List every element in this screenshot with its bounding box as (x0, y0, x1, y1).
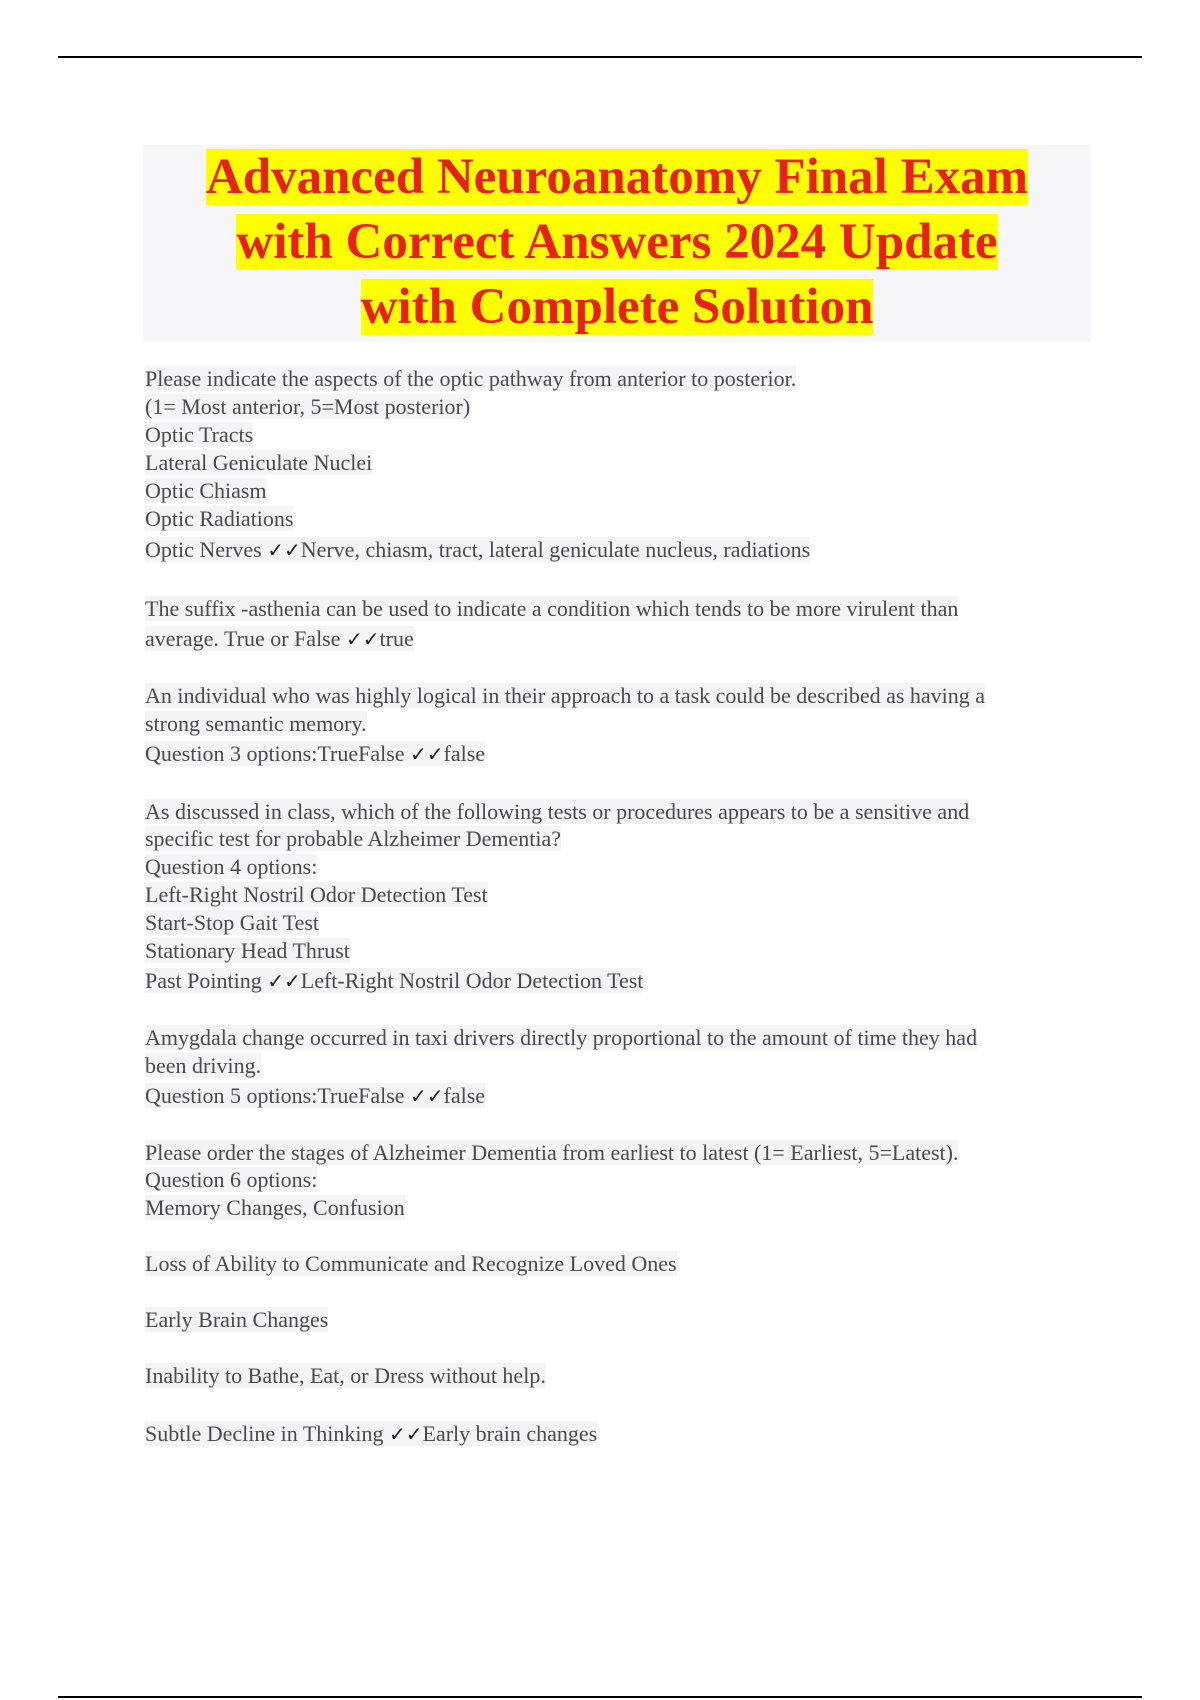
question-text: An individual who was highly logical in their approach to a task could be described as having a (145, 683, 986, 708)
check-mark-icon: ✓✓ (410, 742, 444, 766)
question-text: average. True or False (145, 626, 347, 651)
question-text: The suffix -asthenia can be used to indicate a condition which tends to be more virulent than (145, 596, 959, 621)
answer-line (145, 741, 485, 766)
question-3 (145, 682, 985, 770)
answer-line (145, 968, 643, 993)
answer-line (145, 1421, 597, 1446)
option-text: Start-Stop Gait Test (145, 910, 320, 935)
option-text: Left-Right Nostril Odor Detection Test (145, 882, 488, 907)
answer-line (145, 626, 414, 651)
option-text: Optic Nerves (145, 537, 268, 562)
answer-text: false (443, 1083, 486, 1108)
title-line-3: with Complete Solution (360, 279, 874, 335)
title-line-1: Advanced Neuroanatomy Final Exam (205, 149, 1029, 205)
answer-text: Left-Right Nostril Odor Detection Test (300, 968, 644, 993)
question-text: Amygdala change occurred in taxi drivers directly proportional to the amount of time they had (145, 1025, 978, 1050)
question-6 (145, 1139, 958, 1450)
check-mark-icon: ✓✓ (267, 538, 301, 562)
option-text: Optic Chiasm (145, 478, 267, 503)
bottom-rule (58, 1696, 1142, 1698)
option-text: Stationary Head Thrust (145, 938, 350, 963)
question-text: Please order the stages of Alzheimer Dementia from earliest to latest (1= Earliest, 5=Latest). (145, 1140, 959, 1165)
top-rule (58, 56, 1142, 58)
question-text: As discussed in class, which of the following tests or procedures appears to be a sensitive and (145, 799, 970, 824)
question-text: specific test for probable Alzheimer Dementia? (145, 826, 561, 851)
question-text: been driving. (145, 1053, 262, 1078)
option-text: Memory Changes, Confusion (145, 1195, 405, 1220)
title-line-2: with Correct Answers 2024 Update (236, 214, 998, 270)
answer-text: Early brain changes (422, 1421, 598, 1446)
question-text: Question 3 options:TrueFalse (145, 741, 411, 766)
question-text: Question 6 options: (145, 1167, 318, 1192)
answer-text: false (443, 741, 486, 766)
check-mark-icon: ✓✓ (389, 1422, 423, 1446)
check-mark-icon: ✓✓ (346, 627, 380, 651)
question-text: (1= Most anterior, 5=Most posterior) (145, 394, 471, 419)
answer-line (145, 1083, 485, 1108)
question-text: strong semantic memory. (145, 711, 367, 736)
question-text: Question 5 options:TrueFalse (145, 1083, 411, 1108)
document-title (143, 145, 1091, 342)
question-2 (145, 595, 958, 655)
option-text: Optic Radiations (145, 506, 294, 531)
question-text: Question 4 options: (145, 854, 318, 879)
question-text: Please indicate the aspects of the optic pathway from anterior to posterior. (145, 366, 797, 391)
option-text: Loss of Ability to Communicate and Recognize Loved Ones (145, 1251, 677, 1276)
answer-line (145, 537, 810, 562)
check-mark-icon: ✓✓ (410, 1084, 444, 1108)
answer-text: true (379, 626, 414, 651)
option-text: Subtle Decline in Thinking (145, 1421, 390, 1446)
check-mark-icon: ✓✓ (267, 969, 301, 993)
answer-text: Nerve, chiasm, tract, lateral geniculate nucleus, radiations (300, 537, 811, 562)
question-5 (145, 1024, 977, 1112)
option-text: Past Pointing (145, 968, 268, 993)
question-1 (145, 365, 810, 567)
option-text: Lateral Geniculate Nuclei (145, 450, 373, 475)
option-text: Optic Tracts (145, 422, 254, 447)
option-text: Early Brain Changes (145, 1307, 329, 1332)
option-text: Inability to Bathe, Eat, or Dress without help. (145, 1363, 546, 1388)
question-4 (145, 798, 969, 997)
